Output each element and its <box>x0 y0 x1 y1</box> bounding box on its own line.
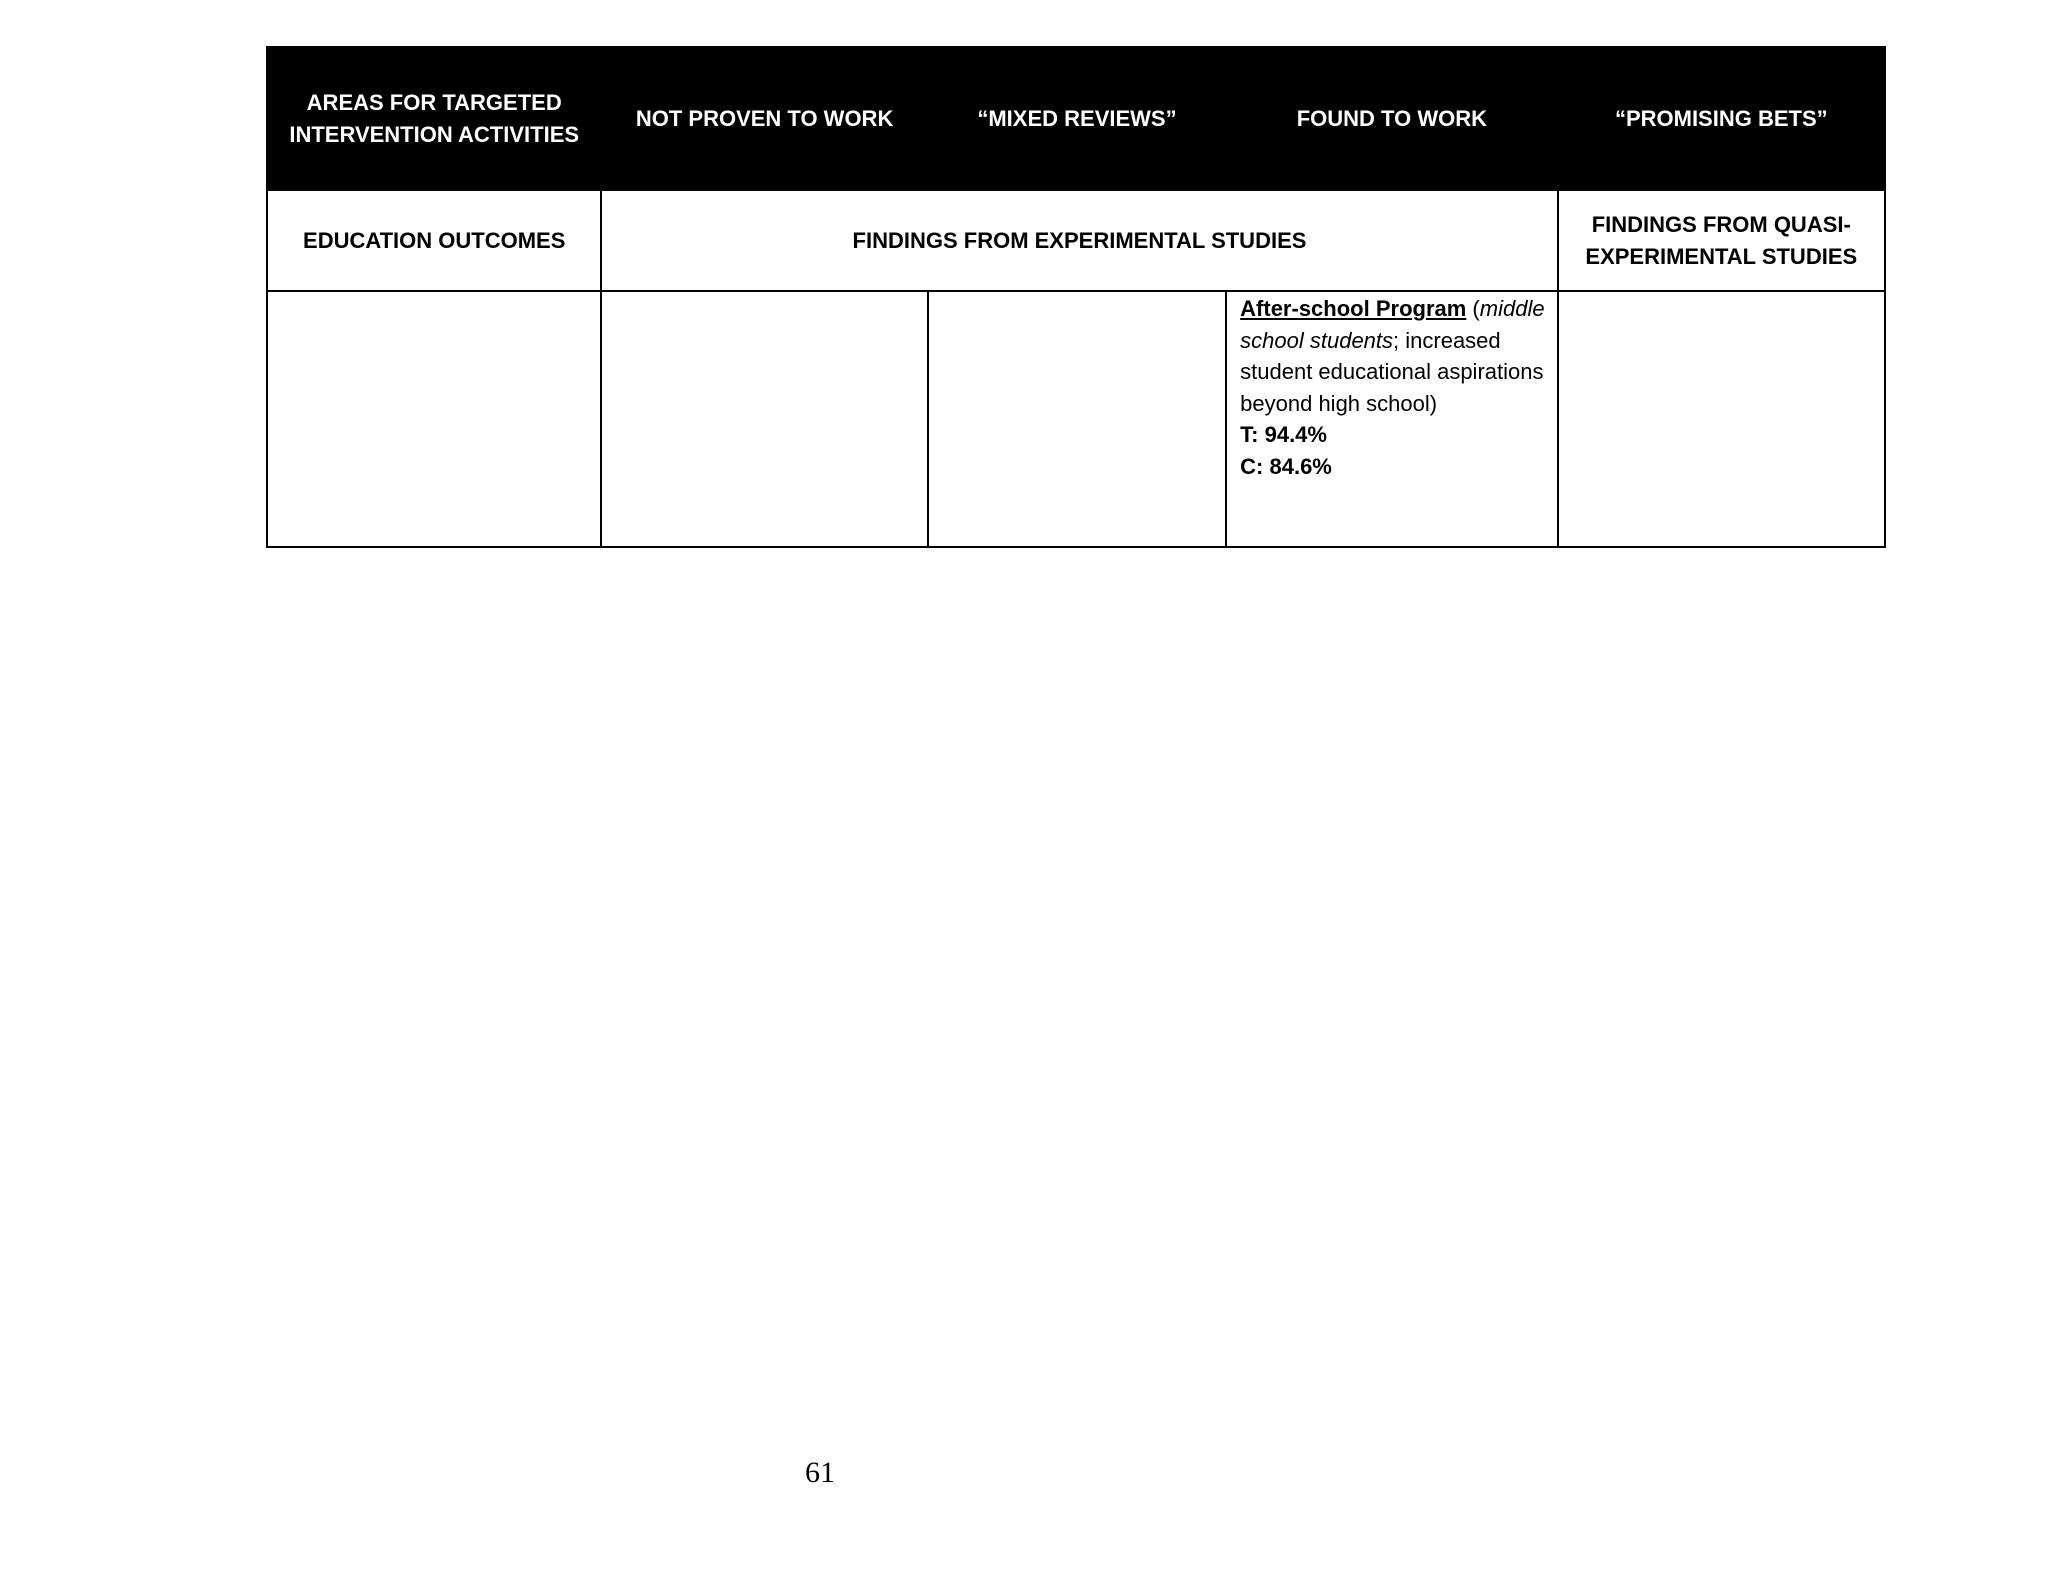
subheader-education-outcomes: EDUCATION OUTCOMES <box>267 190 601 291</box>
header-found-to-work: FOUND TO WORK <box>1226 47 1557 190</box>
cell-mixed-reviews-empty <box>928 291 1226 547</box>
header-not-proven: NOT PROVEN TO WORK <box>601 47 927 190</box>
header-areas: AREAS FOR TARGETED INTERVENTION ACTIVITIES <box>267 47 601 190</box>
cell-not-proven-empty <box>601 291 927 547</box>
table-header-row <box>267 47 1885 190</box>
findings-table <box>266 46 1886 548</box>
cell-promising-bets-empty <box>1558 291 1885 547</box>
header-mixed-reviews: “MIXED REVIEWS” <box>928 47 1226 190</box>
open-paren: ( <box>1466 296 1480 321</box>
control-stat: C: 84.6% <box>1240 453 1332 479</box>
program-population: middle school students <box>1240 296 1545 353</box>
cell-found-to-work <box>1226 291 1557 547</box>
program-outcome: ; increased student educational aspirations beyond high school) <box>1240 327 1544 416</box>
table-subheader-row <box>267 190 1885 291</box>
header-promising-bets: “PROMISING BETS” <box>1558 47 1885 190</box>
table-row <box>267 291 1885 547</box>
treatment-stat: T: 94.4% <box>1240 422 1327 447</box>
subheader-quasi-experimental-findings: FINDINGS FROM QUASI-EXPERIMENTAL STUDIES <box>1558 190 1885 291</box>
cell-areas-empty <box>267 291 601 547</box>
subheader-experimental-findings: FINDINGS FROM EXPERIMENTAL STUDIES <box>601 190 1557 291</box>
page-number: 61 <box>805 1456 835 1489</box>
program-name: After-school Program <box>1240 296 1467 321</box>
found-to-work-entry <box>1227 292 1556 482</box>
